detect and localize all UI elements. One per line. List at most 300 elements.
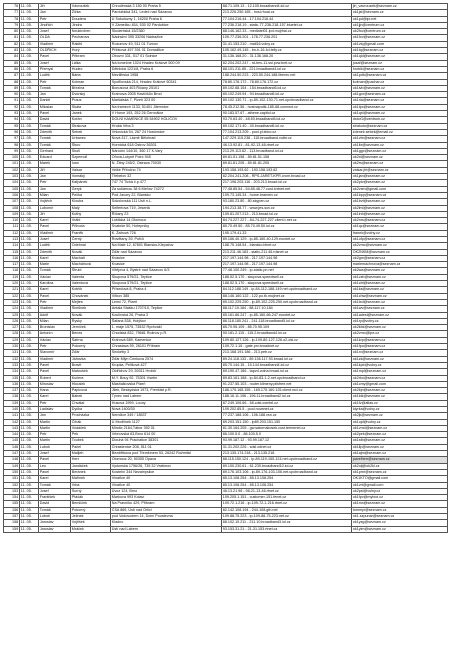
row-number-cell: 102	[4, 167, 20, 173]
first-name-cell: Eduard	[39, 155, 71, 161]
row-number-cell: 77	[4, 10, 20, 16]
first-name-cell: František	[39, 495, 71, 501]
last-name-cell: Herr	[71, 457, 111, 463]
address-cell: Seifertova 719, Jesenik	[111, 205, 222, 211]
first-name-cell: Jindřich	[39, 22, 71, 28]
address-cell: Týnec nad Labem	[111, 394, 222, 400]
email-cell: ok1llp@seznam.cz	[352, 444, 448, 450]
last-name-cell: Ivan	[71, 161, 111, 167]
address-cell: DOLNÍ KAMENICE 55 54902 HOLIČOV	[111, 117, 222, 123]
address-cell: ČSA 869, Ústí nad Orlicí	[111, 507, 222, 513]
email-cell: ok1qxl@seznam.cz	[352, 111, 448, 117]
row-number-cell: 101	[4, 161, 20, 167]
address-cell: Antala Stašku 1707/10, Teplice	[111, 306, 222, 312]
ip-host-cell: 109.77.236.201 - 178.77.236.201	[222, 35, 352, 41]
email-cell: ok2kbk@seznam.cz	[352, 325, 448, 331]
ip-host-cell: 89.83.161.188 - ip-84-83-1-2.net.upcbroadband.cz	[222, 375, 352, 381]
first-name-cell: Jan	[39, 92, 71, 98]
first-name-cell: Jan	[39, 186, 71, 192]
email-cell: ok1tq@seznam.cz	[352, 48, 448, 54]
last-name-cell: Urbanec	[71, 136, 111, 142]
first-name-cell: Luboš	[39, 514, 71, 520]
row-number-cell: 132	[4, 356, 20, 362]
date-cell: 11. 05.	[20, 29, 39, 35]
ip-host-cell: 77.48.85.54 - 54.85.48.77.cust.tvrtnet.net	[222, 186, 352, 192]
email-cell: ok2rko@seznam.cz	[352, 375, 448, 381]
email-cell: ok2vmo@ipe.cz	[352, 331, 448, 337]
email-cell: ok1pdb@seznam.cz	[352, 73, 448, 79]
first-name-cell: Miroslav	[39, 381, 71, 387]
date-cell: 11. 05.	[20, 375, 39, 381]
first-name-cell: Josef	[39, 60, 71, 66]
address-cell: Vítějova 4, Bystré nad Sázavou 6/3	[111, 268, 222, 274]
last-name-cell: Skála	[71, 104, 111, 110]
ip-host-cell: 88.102.10.211 - 211.10.broadband3.iol.cz	[222, 520, 352, 526]
ip-host-cell: 188.175.165.155 - 165.175.160.125.client.mcl.cz	[222, 388, 352, 394]
ip-host-cell: 89.24.118.133 - 89.136.117.93.broad.iol.cz	[222, 356, 352, 362]
email-cell: ok1fpv@mybox.cz	[352, 495, 448, 501]
date-cell: 11. 05.	[20, 299, 39, 305]
ip-host-cell: 217.197.144.98 - 217.197.144.98	[222, 255, 352, 261]
last-name-cell: Doudera	[71, 16, 111, 22]
row-number-cell: 147	[4, 451, 20, 457]
email-cell: ok1ria@seznam.cz	[352, 98, 448, 104]
ip-host-cell: 88.146.160.122 - 122.po.tk.mujinet.cz	[222, 293, 352, 299]
date-cell: 11. 05.	[20, 526, 39, 532]
ip-host-cell: 93.99.187.12 - 93.99.187.12	[222, 438, 352, 444]
date-cell: 11. 05.	[20, 318, 39, 324]
date-cell: 11. 05.	[20, 438, 39, 444]
date-cell: 11. 05.	[20, 129, 39, 135]
address-cell: Vinařice 40	[111, 476, 222, 482]
last-name-cell: Vaisar	[71, 167, 111, 173]
row-number-cell: 154	[4, 495, 20, 501]
address-cell: Úvoz 124, Brno	[111, 488, 222, 494]
email-cell: ok1kpb@volny.cz	[352, 362, 448, 368]
date-cell: 11. 05.	[20, 243, 39, 249]
address-cell: Pod Javory 22, Blansko	[111, 192, 222, 198]
email-cell: zdenek.sebek@email.cz	[352, 129, 448, 135]
ip-host-cell: 81.30.164.205 - gw.saturnakosek.cust.termenet.cz	[222, 425, 352, 431]
row-number-cell: 80	[4, 29, 20, 35]
first-name-cell: Petr	[39, 400, 71, 406]
ip-host-cell: 88.115.150.124 - ip-89-119-150-124.net.upcbroadband.cz	[222, 457, 352, 463]
date-cell: 11. 05.	[20, 230, 39, 236]
email-cell: ok1.szpunar@seznam.cz	[352, 514, 448, 520]
email-cell: ok1txd@seznam.cz	[352, 299, 448, 305]
date-cell: 11. 05.	[20, 488, 39, 494]
address-cell: Říčany 23	[111, 211, 222, 217]
row-number-cell: 135	[4, 375, 20, 381]
row-number-cell: 124	[4, 306, 20, 312]
first-name-cell: Daniel	[39, 98, 71, 104]
email-cell: ok1cbt@seznam.cz	[352, 281, 448, 287]
date-cell: 11. 05.	[20, 249, 39, 255]
email-cell: ok1fv@atlas.cz	[352, 400, 448, 406]
row-number-cell: 151	[4, 476, 20, 482]
row-number-cell: 92	[4, 104, 20, 110]
ip-host-cell: 93.180.23.80 - 80.skypen.cz	[222, 199, 352, 205]
date-cell: 11. 05.	[20, 457, 39, 463]
address-cell: Kostelní 344 Nezamyslice	[111, 469, 222, 475]
ip-host-cell: 109.88.75.223 - ip-109-88-75-223.net.cz	[222, 514, 352, 520]
row-number-cell: 133	[4, 362, 20, 368]
ip-host-cell: 93.70.63.40 - 48.50.broadband6.iol.cz	[222, 117, 352, 123]
first-name-cell: Petr	[39, 79, 71, 85]
email-cell: ok1krp@seznam.cz	[352, 337, 448, 343]
ip-host-cell: 194.213.38.77 - www.jes-sov.cz	[222, 205, 352, 211]
first-name-cell: Robert	[39, 375, 71, 381]
email-cell: ok1bpp@seznam.cz	[352, 192, 448, 198]
ip-host-cell: 188.52.5.170 - skupova.speedwell.cz	[222, 281, 352, 287]
last-name-cell: Neukirchen	[71, 29, 111, 35]
ip-host-cell: 85.70.49.50 - 85.70.49.50.iol.cz	[222, 224, 352, 230]
row-number-cell: 159	[4, 526, 20, 532]
first-name-cell: Pavel	[39, 457, 71, 463]
date-cell: 11. 05.	[20, 432, 39, 438]
date-cell: 11. 05.	[20, 236, 39, 242]
address-cell: Seckéby 3	[111, 350, 222, 356]
last-name-cell: Malý	[71, 205, 111, 211]
date-cell: 11. 05.	[20, 501, 39, 507]
row-number-cell: 121	[4, 287, 20, 293]
ip-host-cell: 89.176.103.106 - ip-89-176-103-106.net.upcbroadband.cz	[222, 469, 352, 475]
row-number-cell: 85	[4, 60, 20, 66]
ip-host-cell: 105.162.49.145 - bn-h-16.4d.telly.cz	[222, 48, 352, 54]
ip-host-cell: 88.101.211.85 - 221.broadband4.iol.cz	[222, 66, 352, 72]
ip-host-cell: 88.146.162.33 - mediatel01.ipd.mujrhal.cz	[222, 29, 352, 35]
row-number-cell: 138	[4, 394, 20, 400]
address-cell: U Sokolovny 1, 16200 Praha 6	[111, 16, 222, 22]
ip-host-cell: 78.45.212.56 - hostnapotik-185-68.connect.cz	[222, 104, 352, 110]
row-number-cell: 104	[4, 180, 20, 186]
ip-host-cell: 213.226.250.165 - hosi.rhoal.cz	[222, 10, 352, 16]
last-name-cell: Šturc	[71, 142, 111, 148]
last-name-cell: Pokorný	[71, 344, 111, 350]
last-name-cell: Hloušek	[71, 381, 111, 387]
ip-host-cell: 89.190.47.186 - tapvd.volna.broad.iol.cz	[222, 369, 352, 375]
last-name-cell: Jelínek	[71, 514, 111, 520]
last-name-cell: Rakitš	[71, 41, 111, 47]
address-cell: Ořová-Lutyně Polní 945	[111, 155, 222, 161]
last-name-cell: Vrábl	[71, 218, 111, 224]
row-number-cell: 99	[4, 148, 20, 154]
date-cell: 11. 05.	[20, 413, 39, 419]
last-name-cell: Vomáký	[71, 174, 111, 180]
last-name-cell: Macháň	[71, 255, 111, 261]
date-cell: 11. 05.	[20, 495, 39, 501]
row-number-cell: 87	[4, 73, 20, 79]
first-name-cell: Pavel	[39, 293, 71, 299]
address-cell: Nádražní 395 33206 Nádražice	[111, 35, 222, 41]
email-cell: ok1fov@seznam.cz	[352, 35, 448, 41]
last-name-cell: Szpernoll	[71, 155, 111, 161]
row-number-cell: 141	[4, 413, 20, 419]
last-name-cell: Pek	[71, 432, 111, 438]
date-cell: 11. 05.	[20, 142, 39, 148]
row-number-cell: 110	[4, 218, 20, 224]
last-name-cell: Mráček	[71, 526, 111, 532]
first-name-cell: Martin	[39, 425, 71, 431]
email-cell: ok1ry@volny.cz	[352, 318, 448, 324]
ip-host-cell: 109.81.207.213 - 213.broad.iol.cz	[222, 211, 352, 217]
first-name-cell: Petr	[39, 299, 71, 305]
row-number-cell: 122	[4, 293, 20, 299]
date-cell: 11. 05.	[20, 388, 39, 394]
ip-host-cell: 109.205.1.151 - customer-151.fenet.cz	[222, 495, 352, 501]
last-name-cell: Vodáček	[71, 425, 111, 431]
date-cell: 11. 05.	[20, 211, 39, 217]
first-name-cell: Bronislav	[39, 325, 71, 331]
date-cell: 11. 05.	[20, 419, 39, 425]
first-name-cell: Lubomír	[39, 205, 71, 211]
date-cell: 11. 05.	[20, 218, 39, 224]
address-cell: Luštická 14,Olomouc	[111, 218, 222, 224]
row-number-cell: 112	[4, 230, 20, 236]
first-name-cell: Pavel	[39, 469, 71, 475]
ip-host-cell: 89.81.81.205 - 89.81.81.205	[222, 161, 352, 167]
last-name-cell: Odehnal	[71, 243, 111, 249]
first-name-cell: Martin	[39, 438, 71, 444]
ip-host-cell: 93.153.31.21 - 21-31.153.rtnet.cz	[222, 526, 352, 532]
ip-host-cell: 87.249.106.66 - 66.cdsl.comtel.cz	[222, 400, 352, 406]
email-cell: ok1ivb@seznam.cz	[352, 85, 448, 91]
address-cell: Třebelov 32	[111, 174, 222, 180]
last-name-cell: Šimůnek	[71, 306, 111, 312]
email-cell: ok1vmd@seznam.cz	[352, 425, 448, 431]
address-cell: U Modřínek 1127	[111, 419, 222, 425]
email-cell: ok1jzi@seznam.cz	[352, 10, 448, 16]
table-row	[4, 526, 448, 532]
email-cell: ok1vbr@seznam.cz	[352, 136, 448, 142]
ip-host-cell: 89.81.51.158 - 89.81.51.158	[222, 155, 352, 161]
row-number-cell: 97	[4, 136, 20, 142]
address-cell: K. Žabová 726	[111, 230, 222, 236]
date-cell: 11. 05.	[20, 111, 39, 117]
last-name-cell: Chovánek	[71, 293, 111, 299]
last-name-cell: Malijeh	[71, 451, 111, 457]
address-cell: Žďár Mlýn Čenkova 2574	[111, 356, 222, 362]
date-cell: 11. 05.	[20, 73, 39, 79]
row-number-cell: 111	[4, 224, 20, 230]
row-number-cell: 142	[4, 419, 20, 425]
first-name-cell: Vladimír	[39, 41, 71, 47]
ip-host-cell: 91.237.55.103 - router.klimeny.pilsfree.net	[222, 381, 352, 387]
row-number-cell: 156	[4, 507, 20, 513]
ip-host-cell: 82.204.241.208 - RPS-JARET-KPR.crom.broad.cz	[222, 174, 352, 180]
first-name-cell: Tomáš	[39, 507, 71, 513]
first-name-cell: Vladimír	[39, 356, 71, 362]
ip-host-cell: 46.13.92.81 - 81-92-13-46.rtnet.cz	[222, 142, 352, 148]
last-name-cell: Pokorný	[71, 507, 111, 513]
first-name-cell: Petr	[39, 344, 71, 350]
date-cell: 11. 05.	[20, 293, 39, 299]
email-cell: ok1chw@seznam.cz	[352, 293, 448, 299]
ip-host-cell: 109.202.85.5 - pool.novanet.cz	[222, 407, 352, 413]
date-cell: 11. 05.	[20, 16, 39, 22]
date-cell: 11. 05.	[20, 281, 39, 287]
address-cell: Velké Přítočno 74	[111, 167, 222, 173]
row-number-cell: 105	[4, 186, 20, 192]
ip-host-cell: 46.13.21.98 - 98-21-13-46.rtnet.cz	[222, 488, 352, 494]
ip-host-cell: 89.203.151.150 - ip89.203.151.150	[222, 419, 352, 425]
last-name-cell: Janek	[71, 111, 111, 117]
last-name-cell: Kotrlík	[71, 287, 111, 293]
row-number-cell: 90	[4, 92, 20, 98]
row-number-cell: 115	[4, 249, 20, 255]
first-name-cell: Tomáš	[39, 482, 71, 488]
first-name-cell: Petr	[39, 16, 71, 22]
last-name-cell: Lálka	[71, 60, 111, 66]
ip-host-cell: 85.13.108.254 - 85.13.108.254	[222, 476, 352, 482]
last-name-cell: Mařinek	[71, 476, 111, 482]
date-cell: 11. 05.	[20, 407, 39, 413]
date-cell: 11. 05.	[20, 520, 39, 526]
address-cell: Maršálská 7, Plzeň 323 00	[111, 98, 222, 104]
row-number-cell: 96	[4, 129, 20, 135]
address-cell: N. Žitný 245/2, Ostrava 70030	[111, 161, 222, 167]
ip-host-cell: 84.112.188.149 - ip-84-112-188-149.net.upcbroadband.cz	[222, 287, 352, 293]
first-name-cell: David	[39, 117, 71, 123]
address-cell: Kramova 2005 Havlíčkův Brod	[111, 92, 222, 98]
row-number-cell: 140	[4, 407, 20, 413]
date-cell: 11. 05.	[20, 331, 39, 337]
email-cell: ok1rx@seznam.cz	[352, 350, 448, 356]
address-cell: Na Pravníku 429, Příbram	[111, 501, 222, 507]
last-name-cell: Novák	[71, 249, 111, 255]
last-name-cell: Valenta	[71, 274, 111, 280]
first-name-cell: Ladislav	[39, 407, 71, 413]
email-cell: ok1qc@seznam.cz	[352, 224, 448, 230]
email-cell: ok2fov@centrum.cz	[352, 29, 448, 35]
last-name-cell: Novák	[71, 312, 111, 318]
address-cell: Dlouhá 94 Prachatice 38301	[111, 438, 222, 444]
ip-host-cell: 85.161.66.247 - ip-85-160-66-247.eurotel.cz	[222, 312, 352, 318]
last-name-cell: Praus	[71, 98, 111, 104]
first-name-cell: Milan	[39, 318, 71, 324]
last-name-cell: Ptáčák	[71, 495, 111, 501]
last-name-cell: Horý	[71, 48, 111, 54]
date-cell: 11. 05.	[20, 425, 39, 431]
email-cell: ok1adesi@seznam.cz	[352, 312, 448, 318]
last-name-cell: Matoušek	[71, 369, 111, 375]
email-cell: ok2pek@seznam.cz	[352, 432, 448, 438]
address-cell: M.Y. Bouy 92, 75301 Vsetín	[111, 375, 222, 381]
first-name-cell: Zdeněk	[39, 129, 71, 135]
email-cell: ok2xl@seznam.cz	[352, 155, 448, 161]
date-cell: 11. 05.	[20, 155, 39, 161]
email-cell: ok1cmy@gmail.com	[352, 381, 448, 387]
first-name-cell: Josef	[39, 236, 71, 242]
first-name-cell: Marek	[39, 161, 71, 167]
last-name-cell: Geryk	[71, 186, 111, 192]
email-cell: ok2lml@seznam.cz	[352, 205, 448, 211]
date-cell: 11. 05.	[20, 344, 39, 350]
registration-table	[3, 3, 448, 533]
email-cell: ok1qid@seznam.cz	[352, 54, 448, 60]
email-cell: ok1jjn@centrum.cz	[352, 22, 448, 28]
last-name-cell: Jerníček	[71, 325, 111, 331]
date-cell: 11. 05.	[20, 192, 39, 198]
date-cell: 11. 05.	[20, 85, 39, 91]
email-cell: vaisar.jiri@seznam.cz	[352, 167, 448, 173]
first-name-cell: Karel	[39, 255, 71, 261]
address-cell: Žďár nad Sázavou	[111, 249, 222, 255]
first-name-cell: OLDA	[39, 35, 71, 41]
date-cell: 11. 05.	[20, 167, 39, 173]
ip-host-cell: 77.48.100.249 - ip-static.pn.net	[222, 268, 352, 274]
ip-host-cell: 109.80.127.126 - ip-109-80-127-126.o2-dsl.cz	[222, 337, 352, 343]
email-cell: ok1wv@seznam.cz	[352, 306, 448, 312]
row-number-cell: 107	[4, 199, 20, 205]
row-number-cell: 148	[4, 457, 20, 463]
row-number-cell: 81	[4, 35, 20, 41]
email-cell: ok1zk@seznam.cz	[352, 356, 448, 362]
address-cell: Chrastava 59, 26101 Příbram	[111, 344, 222, 350]
email-cell: ok1ujd@volny.cz	[352, 419, 448, 425]
row-number-cell: 134	[4, 369, 20, 375]
address-cell: Leimí 72, Plzeň	[111, 299, 222, 305]
last-name-cell: Kafpánek	[71, 180, 111, 186]
last-name-cell: Bárta	[71, 73, 111, 79]
row-number-cell: 123	[4, 299, 20, 305]
date-cell: 11. 05.	[20, 350, 39, 356]
address-cell: Dělnická 1221/8, Praha 6	[111, 66, 222, 72]
email-cell: OK2NKM@seznam.cz	[352, 249, 448, 255]
last-name-cell: Dyčka	[71, 407, 111, 413]
row-number-cell: 98	[4, 142, 20, 148]
first-name-cell: Václav	[39, 274, 71, 280]
date-cell: 11. 05.	[20, 337, 39, 343]
first-name-cell: Jan	[39, 413, 71, 419]
last-name-cell: Kučera	[71, 375, 111, 381]
email-cell: ok1pmr@seznam.cz	[352, 469, 448, 475]
email-cell: mariemachnova@seznam.cz	[352, 262, 448, 268]
date-cell: 11. 05.	[20, 180, 39, 186]
date-cell: 11. 05.	[20, 54, 39, 60]
row-number-cell: 130	[4, 344, 20, 350]
ip-host-cell: 109.72.1.216 - ip-109-72-1-216.rtnet.cz	[222, 501, 352, 507]
ip-host-cell: 90.181.2.115 - 115.2.broadband4.iol.cz	[222, 331, 352, 337]
ip-host-cell: 84.74.227.227 - 84-74-227-227.client.t-net.cz	[222, 218, 352, 224]
row-number-cell: 128	[4, 331, 20, 337]
first-name-cell: Jiří	[39, 211, 71, 217]
first-name-cell: Jiří	[39, 167, 71, 173]
ip-host-cell: 89.102.130.71 - ip-89-102-130-71.net.upcbroadband.cz	[222, 98, 352, 104]
date-cell: 11. 05.	[20, 48, 39, 54]
table-body	[4, 4, 448, 533]
date-cell: 11. 05.	[20, 255, 39, 261]
first-name-cell: Tomáš	[39, 268, 71, 274]
date-cell: 11. 05.	[20, 482, 39, 488]
ip-host-cell: 188.52.5.170 - skupova.speedwell.cz	[222, 274, 352, 280]
address-cell: Skupova 579/21, Teplice	[111, 274, 222, 280]
ip-host-cell: 109.73.145.34 - home.brameix.cz	[222, 192, 352, 198]
email-cell: ok1vlq@gmail.com	[352, 41, 448, 47]
address-cell: Vinařice 40	[111, 482, 222, 488]
ip-host-cell: 86.100.5.0 - 86.100.5.0	[222, 432, 352, 438]
email-cell: ok1vzb@seznam.cz	[352, 274, 448, 280]
first-name-cell: David	[39, 501, 71, 507]
first-name-cell: Tomáš	[39, 85, 71, 91]
ip-host-cell: 89.102.171.40 - 40.broadband6.iol.cz	[222, 123, 352, 129]
email-cell: dstor1@centrum.cz	[352, 117, 448, 123]
first-name-cell: Luboš	[39, 444, 71, 450]
first-name-cell: Karel	[39, 394, 71, 400]
date-cell: 11. 05.	[20, 362, 39, 368]
address-cell: Obuvní 331, 517 01 Solnice	[111, 54, 222, 60]
last-name-cell: Štrubl	[71, 268, 111, 274]
